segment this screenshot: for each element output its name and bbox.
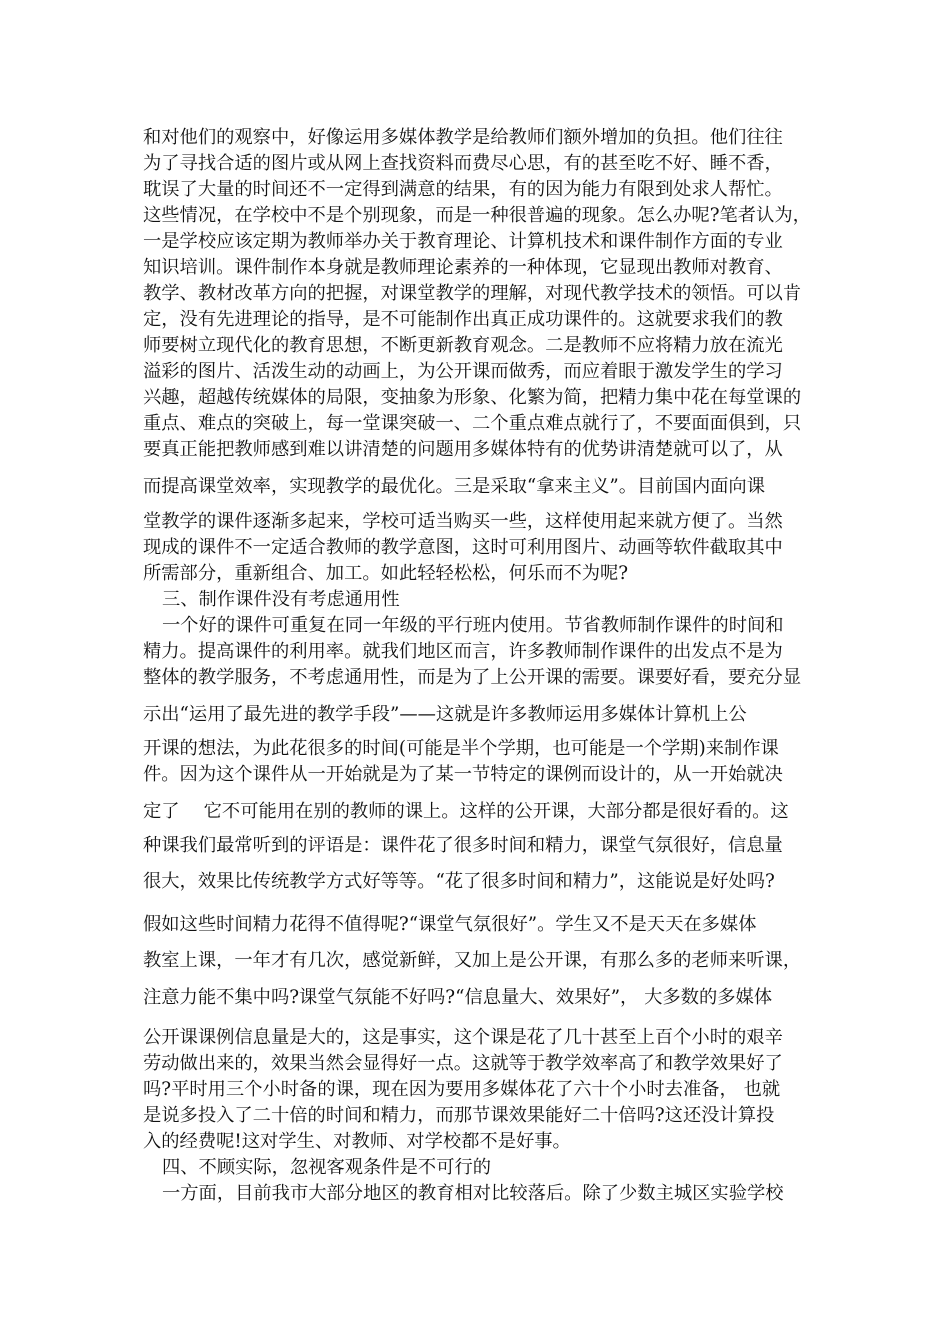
- text-line: 一个好的课件可重复在同一年级的平行班内使用。节省教师制作课件的时间和: [162, 615, 784, 636]
- text-line: 重点、难点的突破上，每一堂课突破一、二个重点难点就行了，不要面面俱到，只: [143, 413, 802, 434]
- text-line: 知识培训。课件制作本身就是教师理论素养的一种体现，它显现出教师对教育、: [143, 257, 783, 278]
- text-line: 要真正能把教师感到难以讲清楚的问题用多媒体特有的优势讲清楚就可以了，从: [143, 439, 783, 460]
- text-line: 入的经费呢!这对学生、对教师、对学校都不是好事。: [143, 1131, 571, 1152]
- text-line: 定了 它不可能用在别的教师的课上。这样的公开课，大部分都是很好看的。这: [143, 801, 789, 822]
- text-line: 溢彩的图片、活泼生动的动画上，为公开课而做秀，而应着眼于激发学生的学习: [143, 361, 783, 382]
- text-line: 假如这些时间精力花得不值得呢?“课堂气氛很好”。学生又不是天天在多媒体: [143, 914, 757, 935]
- text-line: 精力。提高课件的利用率。就我们地区而言，许多教师制作课件的出发点不是为: [143, 641, 783, 662]
- section-heading: 三、制作课件没有考虑通用性: [162, 589, 400, 610]
- text-line: 师要树立现代化的教育思想，不断更新教育观念。二是教师不应将精力放在流光: [143, 335, 783, 356]
- text-line: 种课我们最常听到的评语是：课件花了很多时间和精力，课堂气氛很好，信息量: [143, 835, 783, 856]
- text-line: 兴趣，超越传统媒体的局限，变抽象为形象、化繁为简，把精力集中花在每堂课的: [143, 387, 802, 408]
- text-line: 件。因为这个课件从一开始就是为了某一节特定的课例而设计的，从一开始就决: [143, 764, 783, 785]
- text-line: 注意力能不集中吗?课堂气氛能不好吗?“信息量大、效果好”， 大多数的多媒体: [143, 987, 773, 1008]
- text-line: 这些情况，在学校中不是个别现象，而是一种很普遍的现象。怎么办呢?笔者认为，: [143, 205, 811, 226]
- text-line: 和对他们的观察中，好像运用多媒体教学是给教师们额外增加的负担。他们往往: [143, 127, 783, 148]
- text-line: 很大，效果比传统教学方式好等等。“花了很多时间和精力”，这能说是好处吗?: [143, 871, 775, 892]
- text-line: 劳动做出来的，效果当然会显得好一点。这就等于教学效率高了和教学效果好了: [143, 1053, 783, 1074]
- text-line: 定，没有先进理论的指导，是不可能制作出真正成功课件的。这就要求我们的教: [143, 309, 783, 330]
- text-line: 所需部分，重新组合、加工。如此轻轻松松，何乐而不为呢?: [143, 563, 629, 584]
- text-line: 而提高课堂效率，实现教学的最优化。三是采取“拿来主义”。目前国内面向课: [143, 476, 765, 497]
- section-heading: 四、不顾实际，忽视客观条件是不可行的: [162, 1157, 492, 1178]
- text-line: 公开课课例信息量是大的，这是事实，这个课是花了几十甚至上百个小时的艰辛: [143, 1027, 783, 1048]
- text-line: 示出“运用了最先进的教学手段”——这就是许多教师运用多媒体计算机上公: [143, 704, 747, 725]
- text-line: 为了寻找合适的图片或从网上查找资料而费尽心思，有的甚至吃不好、睡不香，: [143, 153, 783, 174]
- text-line: 开课的想法，为此花很多的时间(可能是半个学期，也可能是一个学期)来制作课: [143, 738, 779, 759]
- text-line: 现成的课件不一定适合教师的教学意图，这时可利用图片、动画等软件截取其中: [143, 537, 783, 558]
- text-line: 教学、教材改革方向的把握，对课堂教学的理解，对现代教学技术的领悟。可以肯: [143, 283, 802, 304]
- text-line: 是说多投入了二十倍的时间和精力，而那节课效果能好二十倍吗?这还没计算投: [143, 1105, 775, 1126]
- text-line: 教室上课，一年才有几次，感觉新鲜，又加上是公开课，有那么多的老师来听课，: [143, 950, 802, 971]
- text-line: 耽误了大量的时间还不一定得到满意的结果，有的因为能力有限到处求人帮忙。: [143, 179, 783, 200]
- text-line: 整体的教学服务，不考虑通用性，而是为了上公开课的需要。课要好看，要充分显: [143, 667, 802, 688]
- text-line: 堂教学的课件逐渐多起来，学校可适当购买一些，这样使用起来就方便了。当然: [143, 511, 783, 532]
- text-line: 吗?平时用三个小时备的课，现在因为要用多媒体花了六十个小时去准备， 也就: [143, 1079, 781, 1100]
- text-line: 一方面，目前我市大部分地区的教育相对比较落后。除了少数主城区实验学校: [162, 1183, 784, 1204]
- text-line: 一是学校应该定期为教师举办关于教育理论、计算机技术和课件制作方面的专业: [143, 231, 783, 252]
